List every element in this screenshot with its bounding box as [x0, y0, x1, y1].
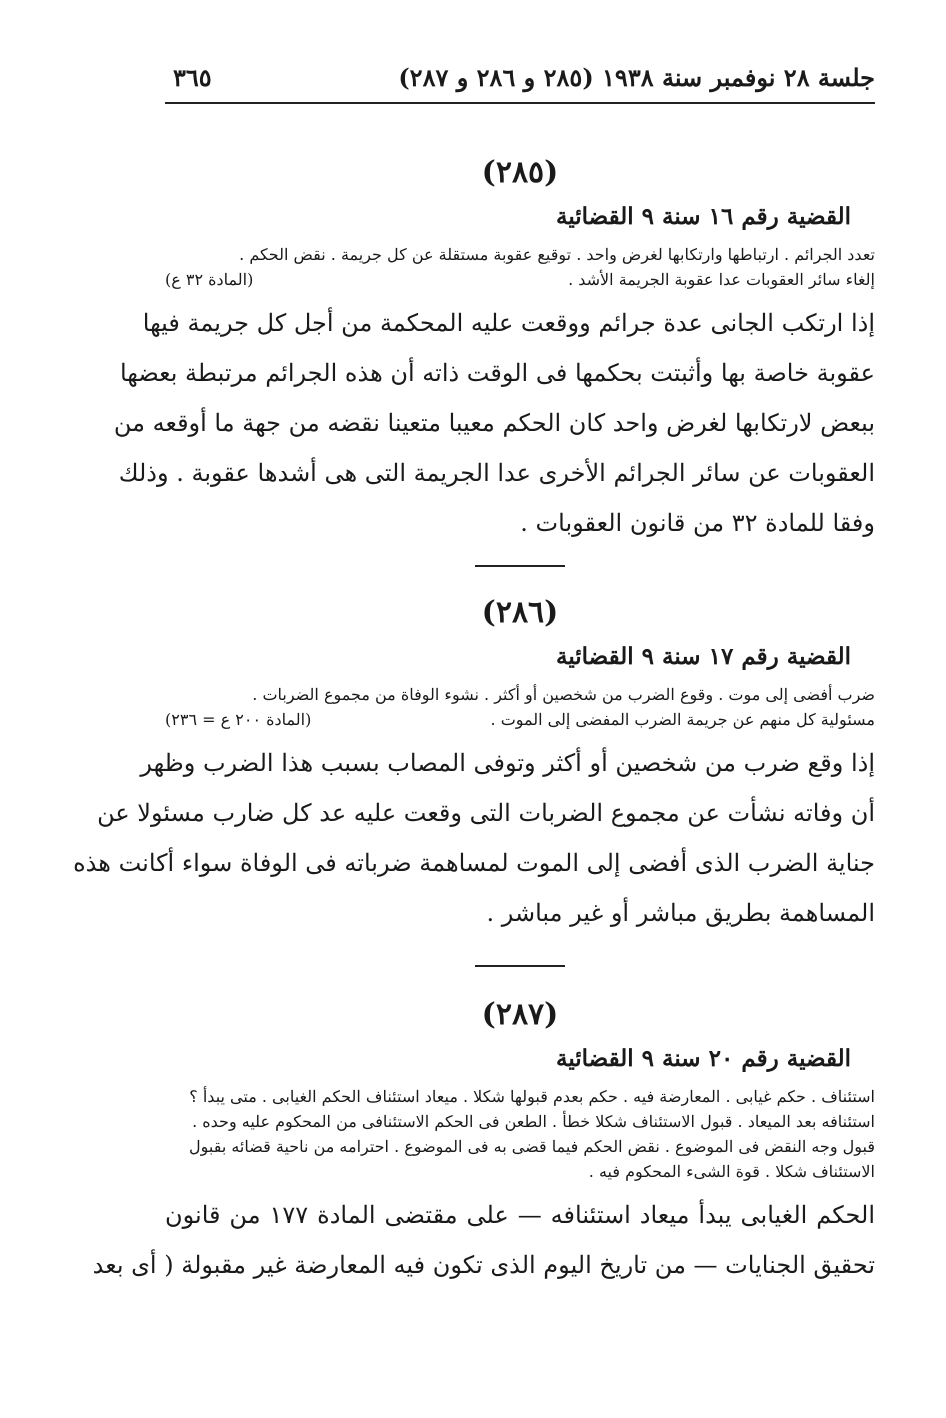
page-number: ٣٦٥: [173, 63, 212, 92]
section-divider: [475, 565, 565, 567]
summary-line: قبول وجه النقض فى الموضوع . نقض الحكم فيما قضى به فى الموضوع . احترامه من ناحية قضائه بقبول: [189, 1137, 875, 1156]
body-line: وفقا للمادة ٣٢ من قانون العقوبات .: [520, 509, 875, 537]
case-286: [73, 590, 875, 938]
case-number: (٢٨٧): [481, 997, 559, 1032]
article-reference: (المادة ٣٢ ع): [165, 270, 254, 289]
body-line: المساهمة بطريق مباشر أو غير مباشر .: [486, 899, 875, 927]
case-summary: [165, 1084, 875, 1184]
case-body: [73, 738, 875, 938]
summary-line: استئنافه بعد الميعاد . قبول الاستئناف شكلا خطأ . الطعن فى الحكم الاستئنافى من المحكوم عليه وحده .: [192, 1112, 875, 1131]
body-line: عقوبة خاصة بها وأثبتت بحكمها فى الوقت ذاته أن هذه الجرائم مرتبطة بعضها: [119, 359, 875, 387]
body-line: إذا ارتكب الجانى عدة جرائم ووقعت عليه المحكمة من أجل كل جريمة فيها: [142, 309, 875, 337]
case-number: (٢٨٥): [481, 155, 559, 190]
page-header: [165, 55, 875, 105]
case-reference: القضية رقم ١٧ سنة ٩ القضائية: [556, 643, 851, 670]
case-285: [113, 150, 875, 548]
summary-line-text: إلغاء سائر العقوبات عدا عقوبة الجريمة الأشد .: [568, 270, 875, 289]
case-body: [92, 1190, 875, 1290]
case-reference: القضية رقم ١٦ سنة ٩ القضائية: [556, 203, 851, 230]
case-287: [92, 992, 875, 1290]
case-reference: القضية رقم ٢٠ سنة ٩ القضائية: [556, 1045, 851, 1072]
body-line: ببعض لارتكابها لغرض واحد كان الحكم معيبا متعينا نقضه من جهة ما أوقعه من: [113, 409, 875, 437]
body-line: العقوبات عن سائر الجرائم الأخرى عدا الجريمة التى هى أشدها عقوبة . وذلك: [118, 459, 875, 487]
article-reference: (المادة ٢٠٠ ع = ٢٣٦): [165, 710, 312, 729]
summary-line-text: مسئولية كل منهم عن جريمة الضرب المفضى إلى الموت .: [490, 710, 875, 729]
body-line: أن وفاته نشأت عن مجموع الضربات التى وقعت عليه عد كل ضارب مسئولا عن: [97, 799, 875, 827]
case-body: [113, 298, 875, 548]
section-divider: [475, 965, 565, 967]
body-line: جناية الضرب الذى أفضى إلى الموت لمساهمة ضرباته فى الوفاة سواء أكانت هذه: [73, 849, 875, 877]
body-line: الحكم الغيابى يبدأ ميعاد استئنافه — على مقتضى المادة ١٧٧ من قانون: [165, 1201, 875, 1229]
summary-line: استئناف . حكم غيابى . المعارضة فيه . حكم بعدم قبولها شكلا . ميعاد استئناف الحكم الغيابى . متى يبدأ ؟: [189, 1087, 875, 1106]
header-rule: [165, 102, 875, 104]
summary-line: الاستئناف شكلا . قوة الشىء المحكوم فيه .: [588, 1162, 875, 1181]
case-summary: [165, 242, 875, 292]
summary-line: تعدد الجرائم . ارتباطها وارتكابها لغرض واحد . توقيع عقوبة مستقلة عن كل جريمة . نقض الحكم .: [239, 245, 875, 264]
case-number: (٢٨٦): [481, 595, 559, 630]
summary-line: [165, 707, 875, 732]
summary-line: ضرب أفضى إلى موت . وقوع الضرب من شخصين أو أكثر . نشوء الوفاة من مجموع الضربات .: [252, 685, 875, 704]
summary-line: [165, 267, 875, 292]
case-summary: [165, 682, 875, 732]
body-line: تحقيق الجنايات — من تاريخ اليوم الذى تكون فيه المعارضة غير مقبولة ( أى بعد: [92, 1251, 875, 1279]
body-line: إذا وقع ضرب من شخصين أو أكثر وتوفى المصاب بسبب هذا الضرب وظهر: [140, 749, 875, 777]
header-title: جلسة ٢٨ نوفمبر سنة ١٩٣٨ (٢٨٥ و ٢٨٦ و ٢٨٧): [398, 63, 875, 92]
